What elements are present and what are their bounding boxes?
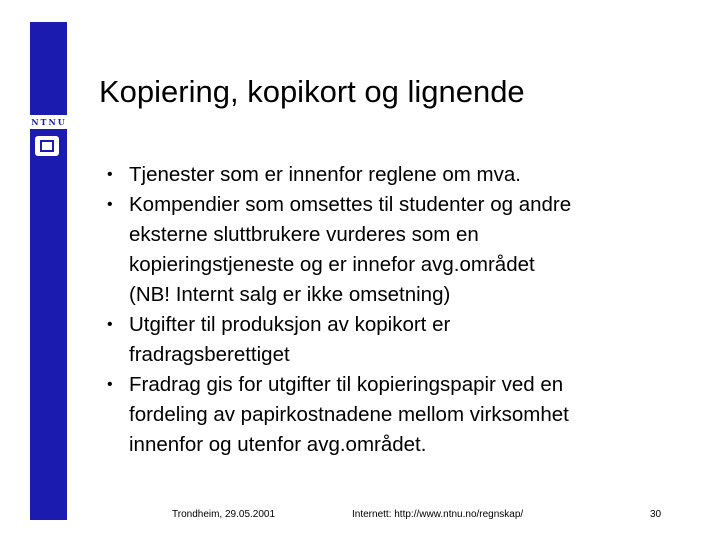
bullet-icon: • [107, 376, 113, 393]
bullet-text-line: Utgifter til produksjon av kopikort er [129, 313, 451, 336]
bullet-text-line: kopieringstjeneste og er innefor avg.området [129, 253, 535, 276]
bullet-list-container [107, 160, 687, 460]
bullet-text-line: Tjenester som er innenfor reglene om mva. [129, 163, 521, 186]
sidebar-band [30, 22, 67, 520]
bullet-icon: • [107, 196, 113, 213]
bullet-text-line: fradragsberettiget [129, 343, 290, 366]
bullet-icon: • [107, 166, 113, 183]
footer-page-number: 30 [650, 509, 662, 520]
bullet-text-line: Fradrag gis for utgifter til kopieringspapir ved en [129, 373, 564, 396]
bullet-icon: • [107, 316, 113, 333]
slide-title: Kopiering, kopikort og lignende [99, 74, 525, 109]
footer-date: Trondheim, 29.05.2001 [172, 509, 276, 520]
bullet-text-line: eksterne sluttbrukere vurderes som en [129, 223, 479, 246]
ntnu-logo-icon [35, 136, 59, 156]
bullet-text-line: Kompendier som omsettes til studenter og andre [129, 193, 572, 216]
bullet-item [107, 190, 687, 310]
bullet-item [107, 310, 687, 370]
footer-web-address: Internett: http://www.ntnu.no/regnskap/ [352, 509, 524, 520]
bullet-text-line: (NB! Internt salg er ikke omsetning) [129, 283, 451, 306]
bullet-text-line: fordeling av papirkostnadene mellom virksomhet [129, 403, 569, 426]
ntnu-logo-wordmark: NTNU [28, 115, 70, 129]
bullet-item [107, 160, 687, 190]
bullet-item [107, 370, 687, 460]
bullet-text-line: innenfor og utenfor avg.området. [129, 433, 427, 456]
